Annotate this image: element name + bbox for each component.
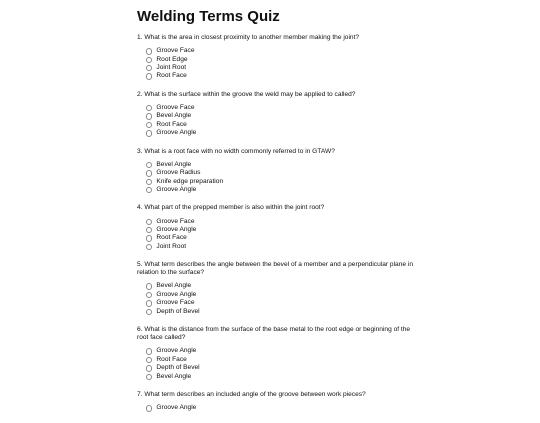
answer-option[interactable]: [146, 373, 417, 381]
quiz-content: [137, 8, 417, 423]
answer-option[interactable]: [146, 356, 417, 364]
answer-option-label: Joint Root: [156, 242, 187, 250]
question-text: 3. What is a root face with no width commonly referred to in GTAW?: [137, 147, 335, 155]
answer-option[interactable]: [146, 161, 417, 169]
answer-options: [146, 282, 417, 316]
radio-button[interactable]: [146, 309, 152, 315]
answer-option[interactable]: [146, 234, 417, 242]
answer-option[interactable]: [146, 169, 417, 177]
answer-option-label: Bevel Angle: [156, 160, 192, 168]
radio-button[interactable]: [146, 57, 152, 63]
answer-options: [146, 161, 417, 195]
question-list: [137, 34, 417, 413]
radio-button[interactable]: [146, 357, 152, 363]
answer-options: [146, 104, 417, 138]
answer-option[interactable]: [146, 186, 417, 194]
radio-button[interactable]: [146, 292, 152, 298]
radio-button[interactable]: [146, 105, 152, 111]
answer-option-label: Groove Angle: [156, 225, 197, 233]
page-title: Welding Terms Quiz: [137, 8, 280, 25]
answer-option[interactable]: [146, 56, 417, 64]
answer-option[interactable]: [146, 308, 417, 316]
radio-button[interactable]: [146, 283, 152, 289]
answer-option-label: Bevel Angle: [156, 372, 192, 380]
answer-option[interactable]: [146, 364, 417, 372]
question-7: [137, 391, 417, 413]
question-4: [137, 204, 417, 251]
answer-option-label: Groove Angle: [156, 347, 197, 355]
answer-option-label: Root Face: [156, 120, 187, 128]
answer-option[interactable]: [146, 72, 417, 80]
answer-option[interactable]: [146, 218, 417, 226]
radio-button[interactable]: [146, 122, 152, 128]
answer-option[interactable]: [146, 226, 417, 234]
answer-options: [146, 47, 417, 81]
question-5: [137, 261, 417, 316]
radio-button[interactable]: [146, 65, 152, 71]
answer-option-label: Root Face: [156, 234, 187, 242]
question-text: 2. What is the surface within the groove the weld may be applied to called?: [137, 90, 356, 98]
answer-option-label: Groove Face: [156, 299, 195, 307]
answer-options: [146, 404, 417, 412]
radio-button[interactable]: [146, 113, 152, 119]
answer-option-label: Joint Root: [156, 63, 187, 71]
radio-button[interactable]: [146, 300, 152, 306]
answer-option-label: Bevel Angle: [156, 282, 192, 290]
question-1: [137, 34, 417, 81]
answer-option[interactable]: [146, 64, 417, 72]
answer-option-label: Root Edge: [156, 55, 188, 63]
radio-button[interactable]: [146, 227, 152, 233]
answer-option-label: Groove Face: [156, 217, 195, 225]
answer-option-label: Bevel Angle: [156, 112, 192, 120]
answer-option[interactable]: [146, 178, 417, 186]
answer-option[interactable]: [146, 282, 417, 290]
answer-option-label: Groove Angle: [156, 404, 197, 412]
radio-button[interactable]: [146, 365, 152, 371]
answer-option-label: Root Face: [156, 72, 187, 80]
radio-button[interactable]: [146, 374, 152, 380]
question-text: 7. What term describes an included angle of the groove between work pieces?: [137, 391, 366, 398]
answer-option[interactable]: [146, 104, 417, 112]
answer-option[interactable]: [146, 129, 417, 137]
radio-button[interactable]: [146, 179, 152, 185]
question-text: 5. What term describes the angle between the bevel of a member and a perpendicular plane in relation to the surface?: [137, 261, 414, 277]
radio-button[interactable]: [146, 405, 152, 411]
answer-option[interactable]: [146, 112, 417, 120]
question-text: 4. What part of the prepped member is also within the joint root?: [137, 204, 325, 212]
question-6: [137, 326, 417, 381]
answer-option[interactable]: [146, 243, 417, 251]
answer-option-label: Knife edge preparation: [156, 177, 224, 185]
question-text: 1. What is the area in closest proximity to another member making the joint?: [137, 34, 360, 41]
answer-option-label: Root Face: [156, 355, 187, 363]
answer-option-label: Groove Face: [156, 47, 195, 55]
radio-button[interactable]: [146, 162, 152, 168]
radio-button[interactable]: [146, 48, 152, 54]
radio-button[interactable]: [146, 219, 152, 225]
radio-button[interactable]: [146, 348, 152, 354]
answer-option[interactable]: [146, 404, 417, 412]
answer-option-label: Groove Radius: [156, 169, 201, 177]
answer-option[interactable]: [146, 291, 417, 299]
answer-option[interactable]: [146, 347, 417, 355]
answer-option-label: Depth of Bevel: [156, 364, 200, 372]
radio-button[interactable]: [146, 170, 152, 176]
question-text: 6. What is the distance from the surface of the base metal to the root edge or beginning of the root face called?: [137, 326, 411, 342]
answer-option[interactable]: [146, 121, 417, 129]
answer-option[interactable]: [146, 299, 417, 307]
question-2: [137, 91, 417, 138]
answer-option-label: Groove Face: [156, 103, 195, 111]
answer-option[interactable]: [146, 47, 417, 55]
radio-button[interactable]: [146, 187, 152, 193]
radio-button[interactable]: [146, 235, 152, 241]
answer-options: [146, 218, 417, 252]
answer-option-label: Depth of Bevel: [156, 307, 200, 315]
question-3: [137, 148, 417, 195]
answer-option-label: Groove Angle: [156, 185, 197, 193]
answer-options: [146, 347, 417, 381]
radio-button[interactable]: [146, 244, 152, 250]
answer-option-label: Groove Angle: [156, 129, 197, 137]
radio-button[interactable]: [146, 73, 152, 79]
answer-option-label: Groove Angle: [156, 290, 197, 298]
radio-button[interactable]: [146, 130, 152, 136]
